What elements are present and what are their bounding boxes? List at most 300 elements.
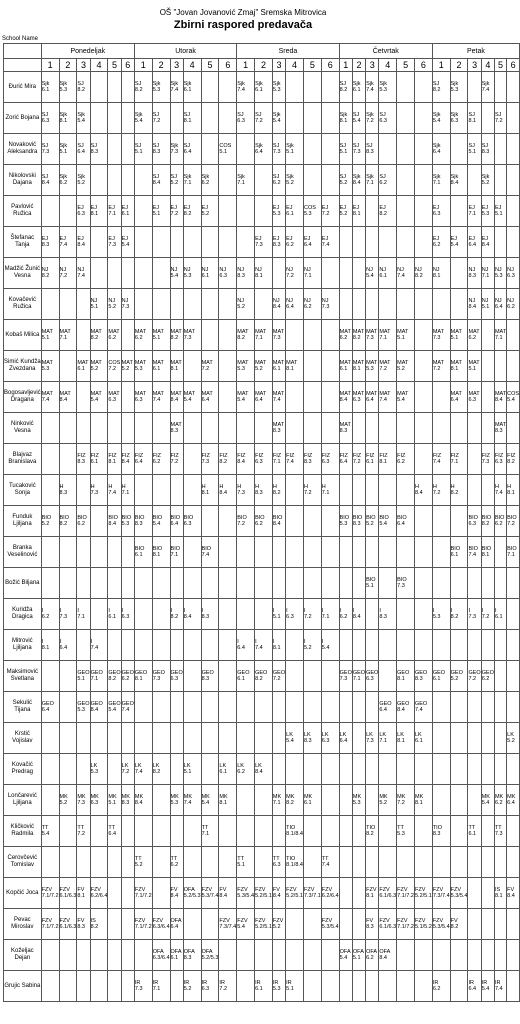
subject-code: H [272, 484, 277, 490]
schedule-cell [237, 692, 255, 723]
schedule-cell [507, 971, 520, 1002]
class-code: 5.2 [121, 366, 130, 372]
schedule-cell [481, 971, 494, 1002]
schedule-cell [352, 413, 365, 444]
schedule-cell [303, 382, 321, 413]
subject-code: BIO [507, 515, 517, 521]
subject-code: FIZ [339, 453, 348, 459]
subject-code: SJ [152, 143, 160, 149]
class-code: 6.4 [237, 645, 245, 651]
class-code: 5.3 [41, 366, 50, 372]
class-code: 5.4 [352, 118, 361, 124]
subject-code: EJ [272, 205, 280, 211]
class-code: 6.2 [339, 614, 348, 620]
schedule-cell [286, 692, 304, 723]
subject-code: LK [507, 732, 514, 738]
table-row [4, 692, 520, 723]
class-code: 6.2 [272, 180, 281, 186]
teacher-name: Koželjac Dejan [4, 940, 42, 971]
schedule-cell [450, 103, 468, 134]
subject-code: NJ [41, 267, 49, 273]
schedule-cell [237, 599, 255, 630]
subject-code: H [90, 484, 95, 490]
schedule-cell [366, 630, 379, 661]
schedule-cell [286, 847, 304, 878]
schedule-cell [507, 444, 520, 475]
class-code: 6.1 [352, 87, 361, 93]
class-code: 5.3 [303, 211, 312, 217]
schedule-cell [152, 723, 170, 754]
subject-code: FIZ [303, 453, 313, 459]
schedule-cell [90, 382, 108, 413]
schedule-cell [41, 196, 59, 227]
class-code: 5.2 [286, 180, 294, 186]
schedule-cell [41, 227, 59, 258]
subject-code: SJ [41, 143, 49, 149]
period-number: 5 [494, 59, 506, 72]
class-code: 6.3 [494, 459, 503, 465]
schedule-cell [201, 537, 219, 568]
subject-code: Sjk [432, 174, 441, 180]
subject-code: MAT [152, 329, 164, 335]
class-code: 8.3 [77, 459, 85, 465]
schedule-cell [201, 971, 219, 1002]
schedule-cell [255, 72, 273, 103]
schedule-cell [121, 661, 134, 692]
schedule-cell [286, 289, 304, 320]
schedule-cell [481, 413, 494, 444]
subject-code: MAT [108, 329, 120, 335]
subject-code: I [303, 608, 306, 614]
class-code: 6.2 [432, 986, 441, 992]
subject-code: MAT [468, 329, 480, 335]
subject-code: GEO [272, 670, 286, 676]
class-code: 8.4 [414, 490, 423, 496]
schedule-cell [494, 289, 506, 320]
schedule-cell [183, 134, 201, 165]
schedule-cell [255, 754, 273, 785]
subject-code: I [303, 639, 306, 645]
schedule-cell [134, 940, 152, 971]
schedule-cell [41, 599, 59, 630]
subject-code: MAT [468, 360, 480, 366]
teacher-name: Kličković Radmila [4, 816, 42, 847]
schedule-cell [321, 475, 339, 506]
schedule-cell [183, 847, 201, 878]
schedule-cell [201, 847, 219, 878]
schedule-cell [507, 413, 520, 444]
subject-code: Sjk [450, 174, 459, 180]
schedule-cell [481, 506, 494, 537]
schedule-cell [414, 816, 432, 847]
subject-code: NJ [77, 267, 85, 273]
subject-code: TT [494, 825, 502, 831]
class-code: 7.3 [321, 304, 330, 310]
schedule-cell [286, 723, 304, 754]
schedule-cell [219, 72, 237, 103]
schedule-cell [59, 320, 77, 351]
subject-code: FZV [41, 887, 53, 893]
table-row [4, 630, 520, 661]
schedule-cell [481, 847, 494, 878]
class-code: 5.1 [183, 769, 192, 775]
table-row [4, 103, 520, 134]
schedule-cell [366, 103, 379, 134]
schedule-cell [255, 630, 273, 661]
schedule-cell [366, 692, 379, 723]
schedule-cell [255, 413, 273, 444]
schedule-cell [494, 196, 506, 227]
class-code: 5.2 [255, 366, 263, 372]
subject-code: H [121, 484, 126, 490]
class-code: 6.3 [170, 676, 179, 682]
schedule-cell [255, 723, 273, 754]
schedule-cell [507, 103, 520, 134]
schedule-cell [121, 475, 134, 506]
subject-code: MAT [90, 360, 102, 366]
class-code: 6.1 [366, 459, 374, 465]
class-code: 8.1 [494, 893, 503, 899]
schedule-cell [432, 475, 450, 506]
class-code: 6.1 [450, 552, 459, 558]
schedule-cell [59, 196, 77, 227]
period-number: 4 [183, 59, 201, 72]
class-code: 7.1 [170, 552, 179, 558]
schedule-cell [432, 537, 450, 568]
schedule-cell [219, 320, 237, 351]
class-code: 6.1 [152, 366, 161, 372]
schedule-cell [59, 909, 77, 940]
class-code: 5.3 [272, 211, 281, 217]
class-code: 8.2 [237, 335, 245, 341]
subject-code: MAT [170, 329, 182, 335]
class-code: 8.3 [121, 800, 130, 806]
period-number: 1 [41, 59, 59, 72]
subject-code: MAT [352, 360, 365, 366]
subject-code: EJ [379, 205, 386, 211]
class-code: 6.3 [352, 397, 361, 403]
schedule-cell [59, 785, 77, 816]
schedule-cell [414, 785, 432, 816]
schedule-cell [121, 103, 134, 134]
table-row [4, 475, 520, 506]
schedule-cell [468, 475, 481, 506]
subject-code: SJ [272, 174, 280, 180]
schedule-cell [366, 940, 379, 971]
subject-code: Sjk [481, 174, 490, 180]
subject-code: EJ [121, 236, 129, 242]
class-code: 7.1/7.2 [41, 924, 59, 930]
class-code: 8.1 [507, 490, 515, 496]
subject-code: IR [201, 980, 208, 986]
subject-code: MAT [90, 329, 102, 335]
class-code: 6.2 [77, 521, 85, 527]
subject-code: FIZ [352, 453, 362, 459]
schedule-cell [432, 103, 450, 134]
schedule-cell [494, 661, 506, 692]
subject-code: I [41, 639, 44, 645]
subject-code: IR [152, 980, 159, 986]
subject-code: SJ [255, 112, 262, 118]
subject-code: SJ [77, 143, 84, 149]
schedule-cell [397, 630, 415, 661]
subject-code: I [272, 639, 275, 645]
subject-code: MAT [366, 360, 378, 366]
schedule-cell [414, 320, 432, 351]
schedule-cell [432, 909, 450, 940]
subject-code: MK [414, 794, 424, 800]
class-code: 6.1 [379, 273, 387, 279]
schedule-cell [219, 165, 237, 196]
class-code: 6.2 [494, 521, 503, 527]
schedule-cell [237, 196, 255, 227]
subject-code: BIO [134, 515, 145, 521]
subject-code: MAT [134, 391, 147, 397]
schedule-cell [494, 909, 506, 940]
schedule-cell [286, 599, 304, 630]
class-code: 5.3 [352, 800, 361, 806]
class-code: 7.4 [152, 397, 161, 403]
teacher-name: Funduk Ljiljana [4, 506, 42, 537]
class-code: 7.3 [170, 149, 179, 155]
subject-code: MAT [90, 391, 102, 397]
subject-code: LK [90, 763, 98, 769]
class-code: 5.2 [481, 180, 490, 186]
subject-code: TT [108, 825, 116, 831]
schedule-cell [303, 692, 321, 723]
schedule-cell [255, 227, 273, 258]
class-code: 6.4 [255, 149, 263, 155]
schedule-cell [303, 413, 321, 444]
subject-code: EJ [183, 205, 191, 211]
class-code: 5.1 [134, 149, 143, 155]
class-code: 5.1 [152, 211, 161, 217]
class-code: 7.2 [255, 118, 263, 124]
class-code: 8.4 [41, 180, 50, 186]
class-code: 6.2 [201, 180, 210, 186]
schedule-cell [255, 289, 273, 320]
subject-code: FZV [379, 918, 390, 924]
schedule-cell [379, 909, 397, 940]
schedule-cell [237, 72, 255, 103]
schedule-cell [219, 785, 237, 816]
subject-code: Sjk [77, 174, 85, 180]
period-number: 6 [414, 59, 432, 72]
schedule-cell [121, 351, 134, 382]
subject-code: MAT [494, 329, 507, 335]
schedule-cell [59, 289, 77, 320]
class-code: 5.1 [272, 614, 281, 620]
schedule-cell [90, 754, 108, 785]
schedule-cell [397, 165, 415, 196]
schedule-cell [494, 258, 506, 289]
class-code: 7.4 [134, 769, 143, 775]
class-code: 7.4 [379, 397, 387, 403]
schedule-cell [59, 444, 77, 475]
schedule-cell [366, 909, 379, 940]
schedule-cell [170, 692, 183, 723]
schedule-cell [170, 444, 183, 475]
schedule-cell [121, 878, 134, 909]
subject-code: LK [379, 732, 387, 738]
schedule-cell [379, 723, 397, 754]
schedule-cell [494, 351, 506, 382]
schedule-cell [468, 909, 481, 940]
schedule-cell [134, 599, 152, 630]
class-code: 6.1/6.3 [379, 924, 397, 930]
subject-code: FZV [432, 918, 444, 924]
schedule-cell [255, 568, 273, 599]
class-code: 7.3 [152, 676, 161, 682]
schedule-cell [494, 444, 506, 475]
subject-code: I [170, 608, 173, 614]
table-row [4, 258, 520, 289]
schedule-cell [366, 134, 379, 165]
class-code: 6.2 [303, 304, 312, 310]
class-code: 7.1 [108, 211, 117, 217]
subject-code: EJ [201, 205, 209, 211]
schedule-cell [59, 382, 77, 413]
schedule-cell [77, 103, 90, 134]
schedule-cell [219, 475, 237, 506]
subject-code: FIZ [108, 453, 117, 459]
subject-code: LK [321, 732, 329, 738]
schedule-cell [321, 754, 339, 785]
schedule-cell [201, 630, 219, 661]
schedule-cell [432, 196, 450, 227]
table-row [4, 847, 520, 878]
schedule-cell [183, 475, 201, 506]
subject-code: FIZ [321, 453, 331, 459]
subject-code: EJ [352, 205, 360, 211]
subject-code: TT [321, 856, 329, 862]
class-code: 6.1 [183, 87, 192, 93]
subject-code: MAT [432, 329, 445, 335]
subject-code: FIZ [379, 453, 388, 459]
subject-code: LK [366, 732, 373, 738]
class-code: 8.3 [170, 428, 179, 434]
schedule-cell [366, 475, 379, 506]
schedule-cell [321, 103, 339, 134]
subject-code: MK [494, 794, 504, 800]
schedule-cell [255, 816, 273, 847]
schedule-cell [77, 785, 90, 816]
schedule-cell [255, 940, 273, 971]
schedule-cell [134, 227, 152, 258]
schedule-cell [170, 258, 183, 289]
class-code: 7.1 [450, 459, 459, 465]
subject-code: IR [468, 980, 474, 986]
schedule-cell [352, 785, 365, 816]
subject-code: MK [77, 794, 86, 800]
schedule-cell [108, 351, 121, 382]
schedule-cell [41, 351, 59, 382]
schedule-cell [201, 785, 219, 816]
teacher-name: Novaković Aleksandra [4, 134, 42, 165]
subject-code: FZV [152, 918, 164, 924]
schedule-cell [507, 816, 520, 847]
schedule-cell [397, 196, 415, 227]
subject-code: GEO [339, 670, 352, 676]
class-code: 7.3 [255, 242, 263, 248]
schedule-cell [507, 847, 520, 878]
subject-code: MAT [152, 360, 164, 366]
schedule-cell [507, 72, 520, 103]
schedule-cell [201, 475, 219, 506]
schedule-cell [507, 289, 520, 320]
schedule-cell [90, 568, 108, 599]
class-code: 5.2 [397, 366, 405, 372]
class-code: 6.2 [255, 521, 263, 527]
class-code: 7.3 [59, 614, 68, 620]
schedule-cell [255, 909, 273, 940]
subject-code: MAT [170, 422, 182, 428]
subject-code: BIO [481, 546, 492, 552]
schedule-cell [59, 475, 77, 506]
schedule-cell [201, 878, 219, 909]
class-code: 8.2 [219, 459, 228, 465]
class-code: 5.1 [77, 676, 85, 682]
schedule-cell [108, 444, 121, 475]
class-code: 6.1 [90, 459, 99, 465]
schedule-cell [59, 568, 77, 599]
subject-code: I [255, 639, 257, 645]
schedule-cell [59, 754, 77, 785]
subject-code: NJ [59, 267, 67, 273]
subject-code: NJ [507, 267, 514, 273]
schedule-cell [255, 878, 273, 909]
schedule-cell [481, 940, 494, 971]
class-code: 7.4 [432, 459, 441, 465]
subject-code: I [432, 608, 435, 614]
schedule-cell [397, 878, 415, 909]
schedule-cell [414, 72, 432, 103]
class-code: 8.4 [152, 180, 161, 186]
subject-code: Sjk [59, 112, 68, 118]
schedule-cell [468, 847, 481, 878]
schedule-cell [379, 134, 397, 165]
schedule-cell [366, 661, 379, 692]
schedule-cell [134, 692, 152, 723]
schedule-cell [272, 816, 285, 847]
schedule-cell [450, 723, 468, 754]
schedule-cell [507, 599, 520, 630]
schedule-cell [134, 413, 152, 444]
subject-code: BIO [152, 515, 163, 521]
subject-code: IR [134, 980, 141, 986]
schedule-cell [121, 940, 134, 971]
schedule-cell [379, 568, 397, 599]
subject-code: BIO [468, 515, 478, 521]
period-number: 3 [77, 59, 90, 72]
class-code: 7.1 [352, 676, 361, 682]
class-code: 7.1 [255, 335, 263, 341]
schedule-cell [286, 351, 304, 382]
schedule-cell [321, 72, 339, 103]
class-code: 6.1 [134, 552, 143, 558]
schedule-cell [468, 568, 481, 599]
class-code: 7.1/7.2 [397, 893, 414, 899]
schedule-cell [108, 196, 121, 227]
schedule-cell [379, 413, 397, 444]
class-code: 5.1 [339, 149, 348, 155]
schedule-cell [321, 661, 339, 692]
class-code: 5.3 [494, 273, 503, 279]
schedule-cell [170, 165, 183, 196]
schedule-cell [255, 599, 273, 630]
schedule-cell [397, 847, 415, 878]
class-code: 8.1 [414, 800, 423, 806]
